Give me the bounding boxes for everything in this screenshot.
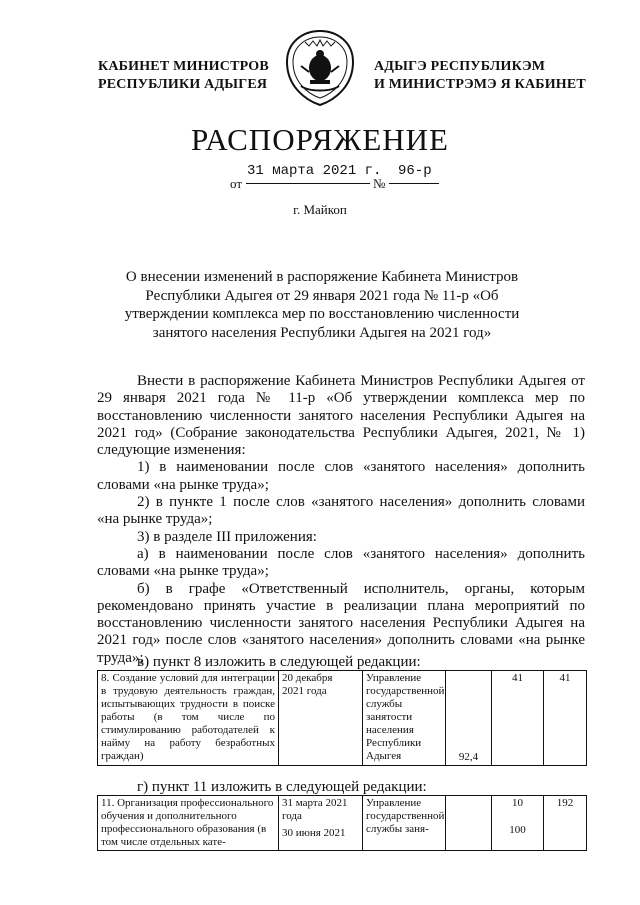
value-cell: 41 — [492, 671, 544, 766]
document-body — [97, 373, 585, 667]
deadline-cell — [279, 671, 363, 766]
issuer-line-1: АДЫГЭ РЕСПУБЛИКЭМ — [374, 59, 546, 74]
deadline-part: 2021 года — [282, 685, 327, 697]
date-label: от — [230, 176, 243, 191]
section-v-label: в) пункт 8 изложить в следующей редакции: — [137, 654, 421, 670]
city: г. Майкоп — [293, 202, 347, 217]
issuer-name-russian — [98, 58, 269, 94]
value-cell — [492, 796, 544, 851]
coat-of-arms-emblem — [283, 28, 357, 108]
issuer-name-adyghe — [374, 58, 586, 94]
measure-cell: 8. Создание условий для интеграции в трудовую деятельность граждан, испытывающих трудности в поиске работы (в том числе по стимулированию работодателей к найму на работу безработных граждан) — [98, 671, 279, 766]
deadline-part: 20 декабря — [282, 672, 333, 684]
number-label: № — [373, 176, 386, 191]
value-cell: 192 — [544, 796, 587, 851]
date-underline — [246, 183, 370, 184]
measure-cell: 11. Организация профессионального обучения и дополнительного профессионального образования (в том числе отдельных кате- — [98, 796, 279, 851]
document-subject: О внесении изменений в распоряжение Кабинета Министров Республики Адыгея от 29 января 2021 года № 11-р «Об утверждении комплекса мер по восстановлению численности занятого населения Республики Адыгея на 2021 год» — [124, 269, 520, 341]
paragraph: а) в наименовании после слов «занятого населения» дополнить словами «на рынке труда»; — [97, 545, 585, 580]
issuer-line-2: И МИНИСТРЭМЭ Я КАБИНЕТ — [374, 77, 586, 92]
table-point-11 — [97, 795, 587, 851]
deadline-part: 30 июня 2021 — [282, 827, 346, 839]
issuer-line-2: РЕСПУБЛИКИ АДЫГЕЯ — [98, 77, 268, 92]
section-g-label: г) пункт 11 изложить в следующей редакции: — [137, 779, 427, 795]
paragraph: б) в графе «Ответственный исполнитель, органы, которым рекомендовано принять участие в реализации плана мероприятий по восстановлению численности занятого населения Республики Адыгея на 2021 год» после слов «занятого населения» дополнить словами «на рынке труда»; — [97, 580, 585, 666]
table-point-8 — [97, 670, 587, 766]
table-row — [98, 796, 587, 851]
paragraph: 3) в разделе III приложения: — [137, 528, 317, 545]
executor-cell: Управление государственной службы заня- — [363, 796, 446, 851]
value-cell — [446, 796, 492, 851]
deadline-part: 31 марта 2021 года — [282, 797, 348, 822]
order-date: 31 марта 2021 г. — [247, 163, 382, 179]
document-title: РАСПОРЯЖЕНИЕ — [191, 122, 449, 157]
paragraph: 1) в наименовании после слов «занятого населения» дополнить словами «на рынке труда»; — [97, 459, 585, 493]
paragraph: Внести в распоряжение Кабинета Министров Республики Адыгея от 29 января 2021 года № 11-р «Об утверждении комплекса мер по восстановлению численности занятого населения Республики Адыгея на 2021 год» (Собрание законодательства Республики Адыгея, 2021, № 1) следующие изменения: — [97, 373, 585, 459]
table-row — [98, 671, 587, 766]
value-cell: 92,4 — [446, 671, 492, 766]
number-underline — [389, 183, 439, 184]
deadline-cell — [279, 796, 363, 851]
order-number: 96-р — [398, 163, 432, 179]
value-part: 10 — [512, 797, 523, 809]
value-cell: 41 — [544, 671, 587, 766]
executor-cell: Управление государственной службы занятости населения Республики Адыгея — [363, 671, 446, 766]
paragraph: 2) в пункте 1 после слов «занятого населения» дополнить словами «на рынке труда»; — [97, 494, 585, 528]
issuer-line-1: КАБИНЕТ МИНИСТРОВ — [98, 59, 269, 74]
value-part: 100 — [509, 824, 526, 836]
